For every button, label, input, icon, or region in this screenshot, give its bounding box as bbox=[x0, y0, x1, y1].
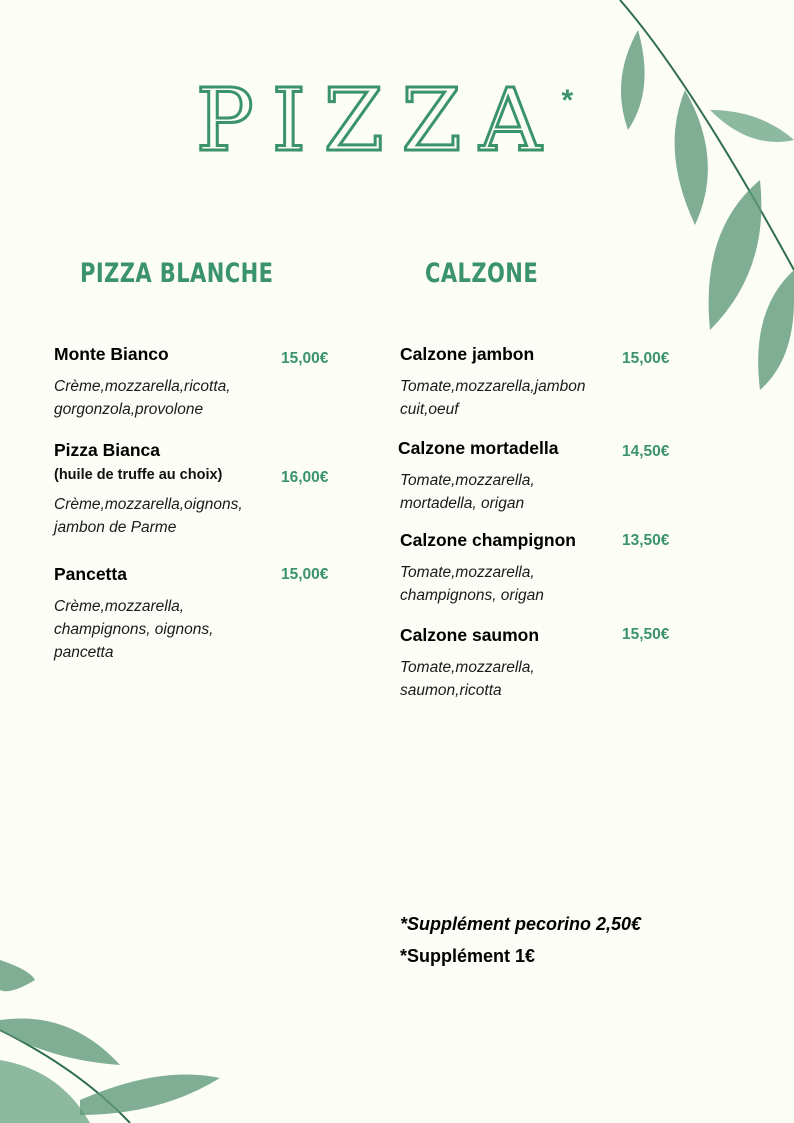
item-name: Calzone champignon bbox=[400, 530, 576, 550]
item-price: 15,00€ bbox=[281, 566, 329, 583]
menu-title: PIZZA bbox=[196, 71, 560, 171]
item-description: Crème,mozzarella,ricotta, gorgonzola,provolone bbox=[54, 378, 231, 418]
item-description: Tomate,mozzarella, mortadella, origan bbox=[400, 472, 535, 512]
menu-item-pizza-bianca bbox=[54, 440, 274, 539]
menu-item-monte-bianco bbox=[54, 344, 274, 421]
menu-item-calzone-champignon bbox=[400, 530, 615, 607]
supplement-note: *Supplément 1€ bbox=[400, 946, 536, 966]
item-name: Pizza Bianca bbox=[54, 440, 161, 460]
menu-title-block bbox=[196, 71, 574, 171]
item-price: 14,50€ bbox=[622, 443, 670, 460]
item-description: Crème,mozzarella,oignons, jambon de Parme bbox=[54, 496, 243, 536]
leaf-branch-bottom-left-decoration bbox=[0, 950, 230, 1123]
item-subtitle: (huile de truffe au choix) bbox=[54, 467, 223, 483]
menu-item-pancetta bbox=[54, 564, 274, 664]
supplement-note-pecorino: *Supplément pecorino 2,50€ bbox=[400, 914, 642, 934]
leaf-branch-top-right-decoration bbox=[600, 0, 794, 400]
item-price: 15,50€ bbox=[622, 626, 670, 643]
item-description: Tomate,mozzarella,jambon cuit,oeuf bbox=[400, 378, 586, 418]
item-name: Calzone jambon bbox=[400, 344, 535, 364]
item-price: 13,50€ bbox=[622, 532, 670, 549]
item-price: 16,00€ bbox=[281, 469, 329, 486]
item-description: Tomate,mozzarella, champignons, origan bbox=[400, 564, 544, 604]
item-price: 15,00€ bbox=[622, 350, 670, 367]
menu-item-calzone-saumon bbox=[400, 625, 615, 702]
item-name: Calzone mortadella bbox=[398, 438, 559, 458]
title-asterisk: * bbox=[561, 84, 574, 117]
item-name: Pancetta bbox=[54, 564, 127, 584]
menu-item-calzone-jambon bbox=[400, 344, 615, 421]
item-description: Tomate,mozzarella, saumon,ricotta bbox=[400, 659, 535, 699]
menu-item-calzone-mortadella bbox=[398, 438, 613, 515]
item-name: Calzone saumon bbox=[400, 625, 540, 645]
section-heading-calzone: CALZONE bbox=[425, 258, 539, 289]
item-description: Crème,mozzarella, champignons, oignons, pancetta bbox=[54, 598, 214, 661]
section-heading-pizza-blanche: PIZZA BLANCHE bbox=[80, 258, 274, 289]
item-name: Monte Bianco bbox=[54, 344, 169, 364]
item-price: 15,00€ bbox=[281, 350, 329, 367]
